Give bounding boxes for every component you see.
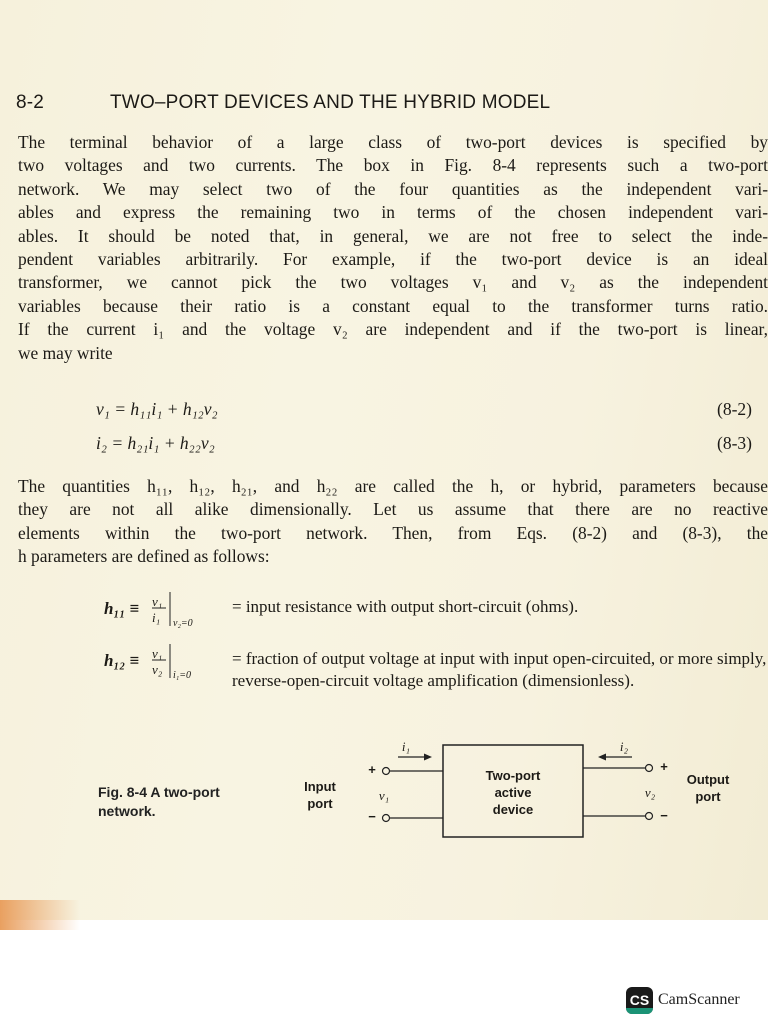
fraction-numerator: v₁ [152,646,163,661]
input-plus-sign: + [368,762,376,777]
device-label-line: active [494,785,532,800]
text-line: If the current i₁ and the voltage v₂ are independent and if the two-port is linear, [18,319,768,340]
device-label-line: Two-port [485,768,541,783]
equation-number: (8-3) [717,433,752,453]
output-minus-sign: − [660,808,668,823]
camscanner-watermark [626,986,740,1014]
text-line: transformer, we cannot pick the two voltages v₁ and v₂ as the independent [18,272,768,293]
text-line: The terminal behavior of a large class of two-port devices is specified by [18,132,768,152]
input-minus-sign: − [368,809,376,824]
paragraph-intro [18,131,768,365]
text-line: we may write [18,342,113,363]
fraction-condition: i₁=0 [173,670,192,681]
caption-line: Fig. 8-4 A two-port [98,784,220,800]
voltage-v1-label: v₁ [378,788,390,803]
input-port-label [292,778,348,812]
equation-body: i₂ = h₂₁i₁ + h₂₂v₂ [96,433,215,453]
equation-8-2 [96,399,752,423]
input-port-line: port [307,796,333,811]
device-label-line: device [492,802,534,817]
paragraph-hybrid [18,475,768,569]
text-line: variables because their ratio is a constant equal to the transformer turns ratio. [18,295,768,316]
fraction-denominator: i₁ [152,610,161,625]
text-line: ables and express the remaining two in terms of the chosen independent vari- [18,202,768,223]
camscanner-text: CamScanner [658,991,740,1008]
fraction-condition: v₂=0 [173,618,193,629]
voltage-v2-label: v₂ [644,785,656,800]
text-line: ables. It should be noted that, in general, we are not free to select the inde- [18,225,768,246]
section-title: TWO–PORT DEVICES AND THE HYBRID MODEL [110,92,551,113]
equation-8-3 [96,433,752,457]
text-line: elements within the two-port network. Then, from Eqs. (8-2) and (8-3), the [18,522,768,543]
current-i1-label: i₁ [401,739,411,754]
section-number: 8-2 [16,92,45,113]
text-line: network. We may select two of the four quantities as the independent vari- [18,178,768,199]
current-i2-label: i₂ [619,739,629,754]
param-symbol: h₁₁ ≡ [104,599,140,618]
definition-h12 [104,646,767,714]
fraction-denominator: v₂ [152,662,163,677]
fraction-numerator: v₁ [152,594,163,609]
equation-body: v₁ = h₁₁i₁ + h₁₂v₂ [96,399,218,419]
text-line: pendent variables arbitrarily. For example, if the two-port device is an ideal [18,249,768,270]
two-port-diagram [0,735,768,845]
output-plus-sign: + [660,759,668,774]
input-port-line: Input [304,779,336,794]
output-port-label [676,771,740,805]
output-port-line: port [695,789,721,804]
caption-line: network. [98,803,156,819]
definition-text: = fraction of output voltage at input with input open-circuited, or more simply, reverse-open-circuit voltage amplification (dimensionless). [232,649,767,690]
output-port-line: Output [686,772,730,787]
definition-text: = input resistance with output short-circuit (ohms). [232,597,579,616]
definition-h11 [104,594,764,629]
text-line: h parameters are defined as follows: [18,546,270,567]
text-line: two voltages and two currents. The box in Fig. 8-4 represents such a two-port [18,155,768,176]
device-box-label [443,767,583,818]
page-edge-shadow [0,900,80,930]
camscanner-logo-icon: CS [626,987,653,1014]
text-line: The quantities h₁₁, h₁₂, h₂₁, and h₂₂ are called the h, or hybrid, parameters because [18,476,768,496]
param-fraction [150,640,228,687]
text-line: they are not all alike dimensionally. Let us assume that there are no reactive [18,499,768,520]
param-symbol: h₁₂ ≡ [104,651,140,670]
param-fraction [150,588,228,635]
equation-number: (8-2) [717,399,752,419]
